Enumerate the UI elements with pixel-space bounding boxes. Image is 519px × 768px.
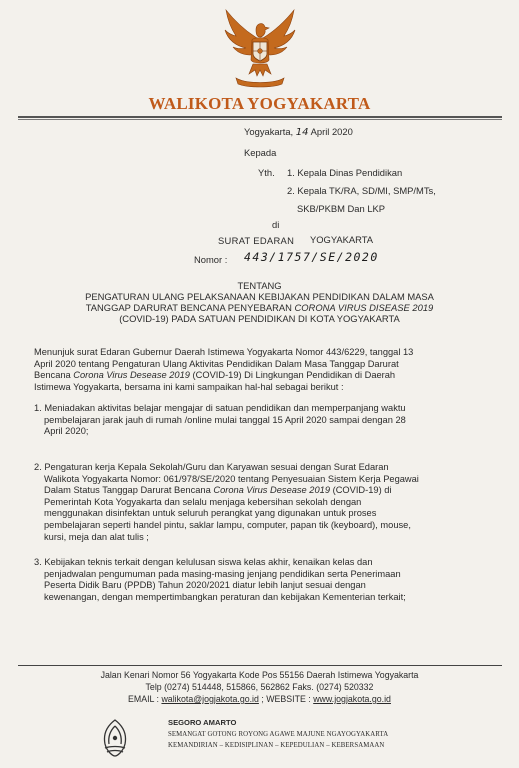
- list-item-3: 3. Kebijakan teknis terkait dengan kelulusan siswa kelas akhir, kenaikan kelas dan penjadwalan pengumuman pada masing-masing jenjang pendidikan serta Penerimaan Peserta Didik Baru (PPDB) Tahun 2020/2021 diatur lebih lanjut sesuai dengan kewenangan, dengan mempertimbangkan peraturan dan kebijakan Kementerian terkait;: [34, 557, 406, 602]
- recipient-1: 1. Kepala Dinas Pendidikan: [287, 167, 403, 178]
- letterhead-title: WALIKOTA YOGYAKARTA: [148, 94, 371, 113]
- kepada-label: Kepada: [244, 147, 277, 158]
- motto-line-2: KEMANDIRIAN – KEDISIPLINAN – KEPEDULIAN – KEBERSAMAAN: [168, 742, 385, 749]
- email-link[interactable]: walikota@jogjakota.go.id: [161, 694, 259, 704]
- di-label: di: [272, 219, 280, 230]
- website-link[interactable]: www.jogjakota.go.id: [313, 694, 391, 704]
- intro-paragraph: Menunjuk surat Edaran Gubernur Daerah Istimewa Yogyakarta Nomor 443/6229, tanggal 13 April 2020 tentang Pengaturan Ulang Aktivitas Pendidikan Dalam Masa Tanggap Darurat Bencana Corona Virus Desease 2019 (COVID-19) Di Lingkungan Pendidikan di Daerah Istimewa Yogyakarta, bersama ini kami sampaikan hal-hal sebagai berikut :: [34, 347, 414, 392]
- yth-label: Yth.: [258, 167, 275, 178]
- recipient-2: 2. Kepala TK/RA, SD/MI, SMP/MTs,: [287, 185, 436, 196]
- nomor-label: Nomor :: [194, 254, 228, 265]
- motto-line-1: SEMANGAT GOTONG ROYONG AGAWE MAJUNE NGAYOGYAKARTA: [168, 731, 389, 738]
- letterhead-rule-thin: [18, 119, 502, 120]
- subject-line-3: (COVID-19) PADA SATUAN PENDIDIKAN DI KOTA YOGYAKARTA: [119, 313, 400, 324]
- subject-line-1: PENGATURAN ULANG PELAKSANAAN KEBIJAKAN PENDIDIKAN DALAM MASA: [85, 291, 434, 302]
- footer-address: Jalan Kenari Nomor 56 Yogyakarta Kode Pos 55156 Daerah Istimewa Yogyakarta: [100, 670, 419, 680]
- letter-type: SURAT EDARAN: [218, 235, 295, 246]
- footer-contact: EMAIL : walikota@jogjakota.go.id ; WEBSITE : www.jogjakota.go.id: [128, 694, 391, 704]
- date-day-handwritten: 14: [295, 127, 309, 138]
- date-month-year: April 2020: [310, 126, 353, 137]
- footer-rule: [18, 665, 502, 666]
- nomor-value-handwritten: 443/1757/SE/2020: [244, 250, 379, 264]
- letterhead-rule: [18, 116, 502, 118]
- list-item-1: 1. Meniadakan aktivitas belajar mengajar di satuan pendidikan dan memperpanjang waktu pembelajaran jarak jauh di rumah /online mulai tanggal 15 April 2020 sampai dengan 28 April 2020;: [34, 403, 406, 437]
- date-place: Yogyakarta,: [244, 126, 294, 137]
- destination-city: YOGYAKARTA: [310, 234, 374, 245]
- garuda-emblem-icon: [222, 8, 298, 92]
- recipient-2-cont: SKB/PKBM Dan LKP: [297, 203, 386, 214]
- motto-title: SEGORO AMARTO: [168, 718, 237, 727]
- footer-phone: Telp (0274) 514448, 515866, 562862 Faks. (0274) 520332: [145, 682, 374, 692]
- date-line: [244, 126, 353, 139]
- subject-line-2: TANGGAP DARURAT BENCANA PENYEBARAN CORONA VIRUS DISEASE 2019: [85, 302, 434, 313]
- tentang-label: TENTANG: [237, 280, 282, 291]
- list-item-2: 2. Pengaturan kerja Kepala Sekolah/Guru dan Karyawan sesuai dengan Surat Edaran Walikota Yogyakarta Nomor: 061/978/SE/2020 tentang Penyesuaian Sistem Kerja Pegawai Dalam Status Tanggap Darurat Bencana Corona Virus Desease 2019 (COVID-19) di Pemerintah Kota Yogyakarta dan selalu menjaga kebersihan sekolah dengan menggunakan disinfektan untuk seluruh perangkat yang digunakan untuk proses pembelajaran seperti handel pintu, saklar lampu, computer, papan tik (keyboard), mouse, kursi, meja dan alat tulis ;: [34, 462, 419, 542]
- city-logo-icon: [97, 716, 133, 760]
